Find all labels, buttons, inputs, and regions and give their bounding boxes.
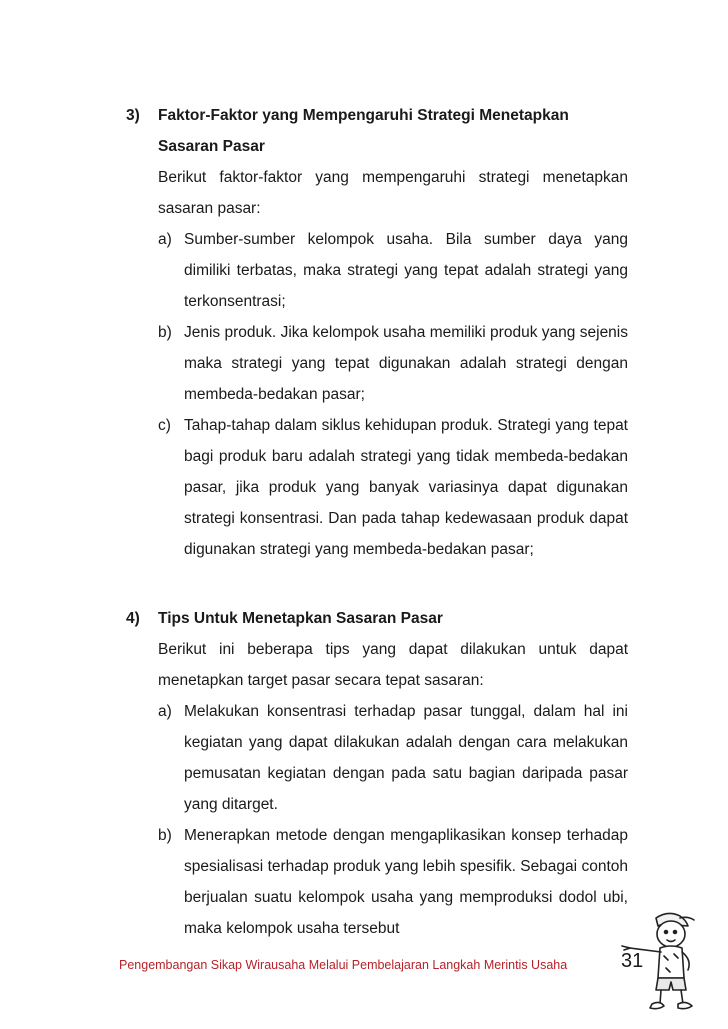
list-item-text: Melakukan konsentrasi terhadap pasar tunggal, dalam hal ini kegiatan yang dapat dilakukan adalah dengan cara melakukan pemusatan kegiatan dengan pada satu bagian daripada pasar yang ditarget. — [184, 703, 628, 813]
section-3 — [126, 100, 628, 565]
section-3-title-line-2: Sasaran Pasar — [158, 138, 265, 155]
section-4 — [126, 603, 628, 944]
list-marker: a) — [158, 703, 172, 720]
list-item-text: Sumber-sumber kelompok usaha. Bila sumber daya yang dimiliki terbatas, maka strategi yang tepat adalah strategi yang terkonsentrasi; — [184, 231, 628, 310]
list-item — [126, 696, 628, 820]
section-4-number: 4) — [126, 610, 140, 627]
list-marker: b) — [158, 324, 172, 341]
section-4-heading — [126, 603, 628, 634]
list-item — [126, 317, 628, 410]
page-number: 31 — [621, 950, 644, 972]
section-3-intro: Berikut faktor-faktor yang mempengaruhi strategi menetapkan sasaran pasar: — [158, 169, 628, 217]
section-3-number: 3) — [126, 107, 140, 124]
section-4-intro: Berikut ini beberapa tips yang dapat dilakukan untuk dapat menetapkan target pasar secara tepat sasaran: — [158, 641, 628, 689]
list-item — [126, 224, 628, 317]
section-4-title: Tips Untuk Menetapkan Sasaran Pasar — [158, 610, 443, 627]
list-item — [126, 820, 628, 944]
list-marker: a) — [158, 231, 172, 248]
section-3-heading — [126, 100, 628, 162]
list-item-text: Menerapkan metode dengan mengaplikasikan konsep terhadap spesialisasi terhadap produk yang lebih spesifik. Sebagai contoh berjualan suatu kelompok usaha yang memproduksi dodol ubi, maka kelompok usaha tersebut — [184, 827, 628, 937]
list-item — [126, 410, 628, 565]
pointing-boy-illustration — [616, 908, 702, 1020]
list-item-text: Tahap-tahap dalam siklus kehidupan produk. Strategi yang tepat bagi produk baru adalah strategi yang tidak membeda-bedakan pasar, jika produk yang banyak variasinya dapat digunakan strategi konsentrasi. Dan pada tahap kedewasaan produk dapat digunakan strategi yang membeda-bedakan pasar; — [184, 417, 628, 558]
section-3-title-line-1: Faktor-Faktor yang Mempengaruhi Strategi Menetapkan — [158, 107, 569, 124]
list-marker: b) — [158, 827, 172, 844]
list-item-text: Jenis produk. Jika kelompok usaha memiliki produk yang sejenis maka strategi yang tepat digunakan adalah strategi dengan membeda-bedakan pasar; — [184, 324, 628, 403]
footer-book-title: Pengembangan Sikap Wirausaha Melalui Pembelajaran Langkah Merintis Usaha — [119, 958, 568, 972]
list-marker: c) — [158, 417, 171, 434]
